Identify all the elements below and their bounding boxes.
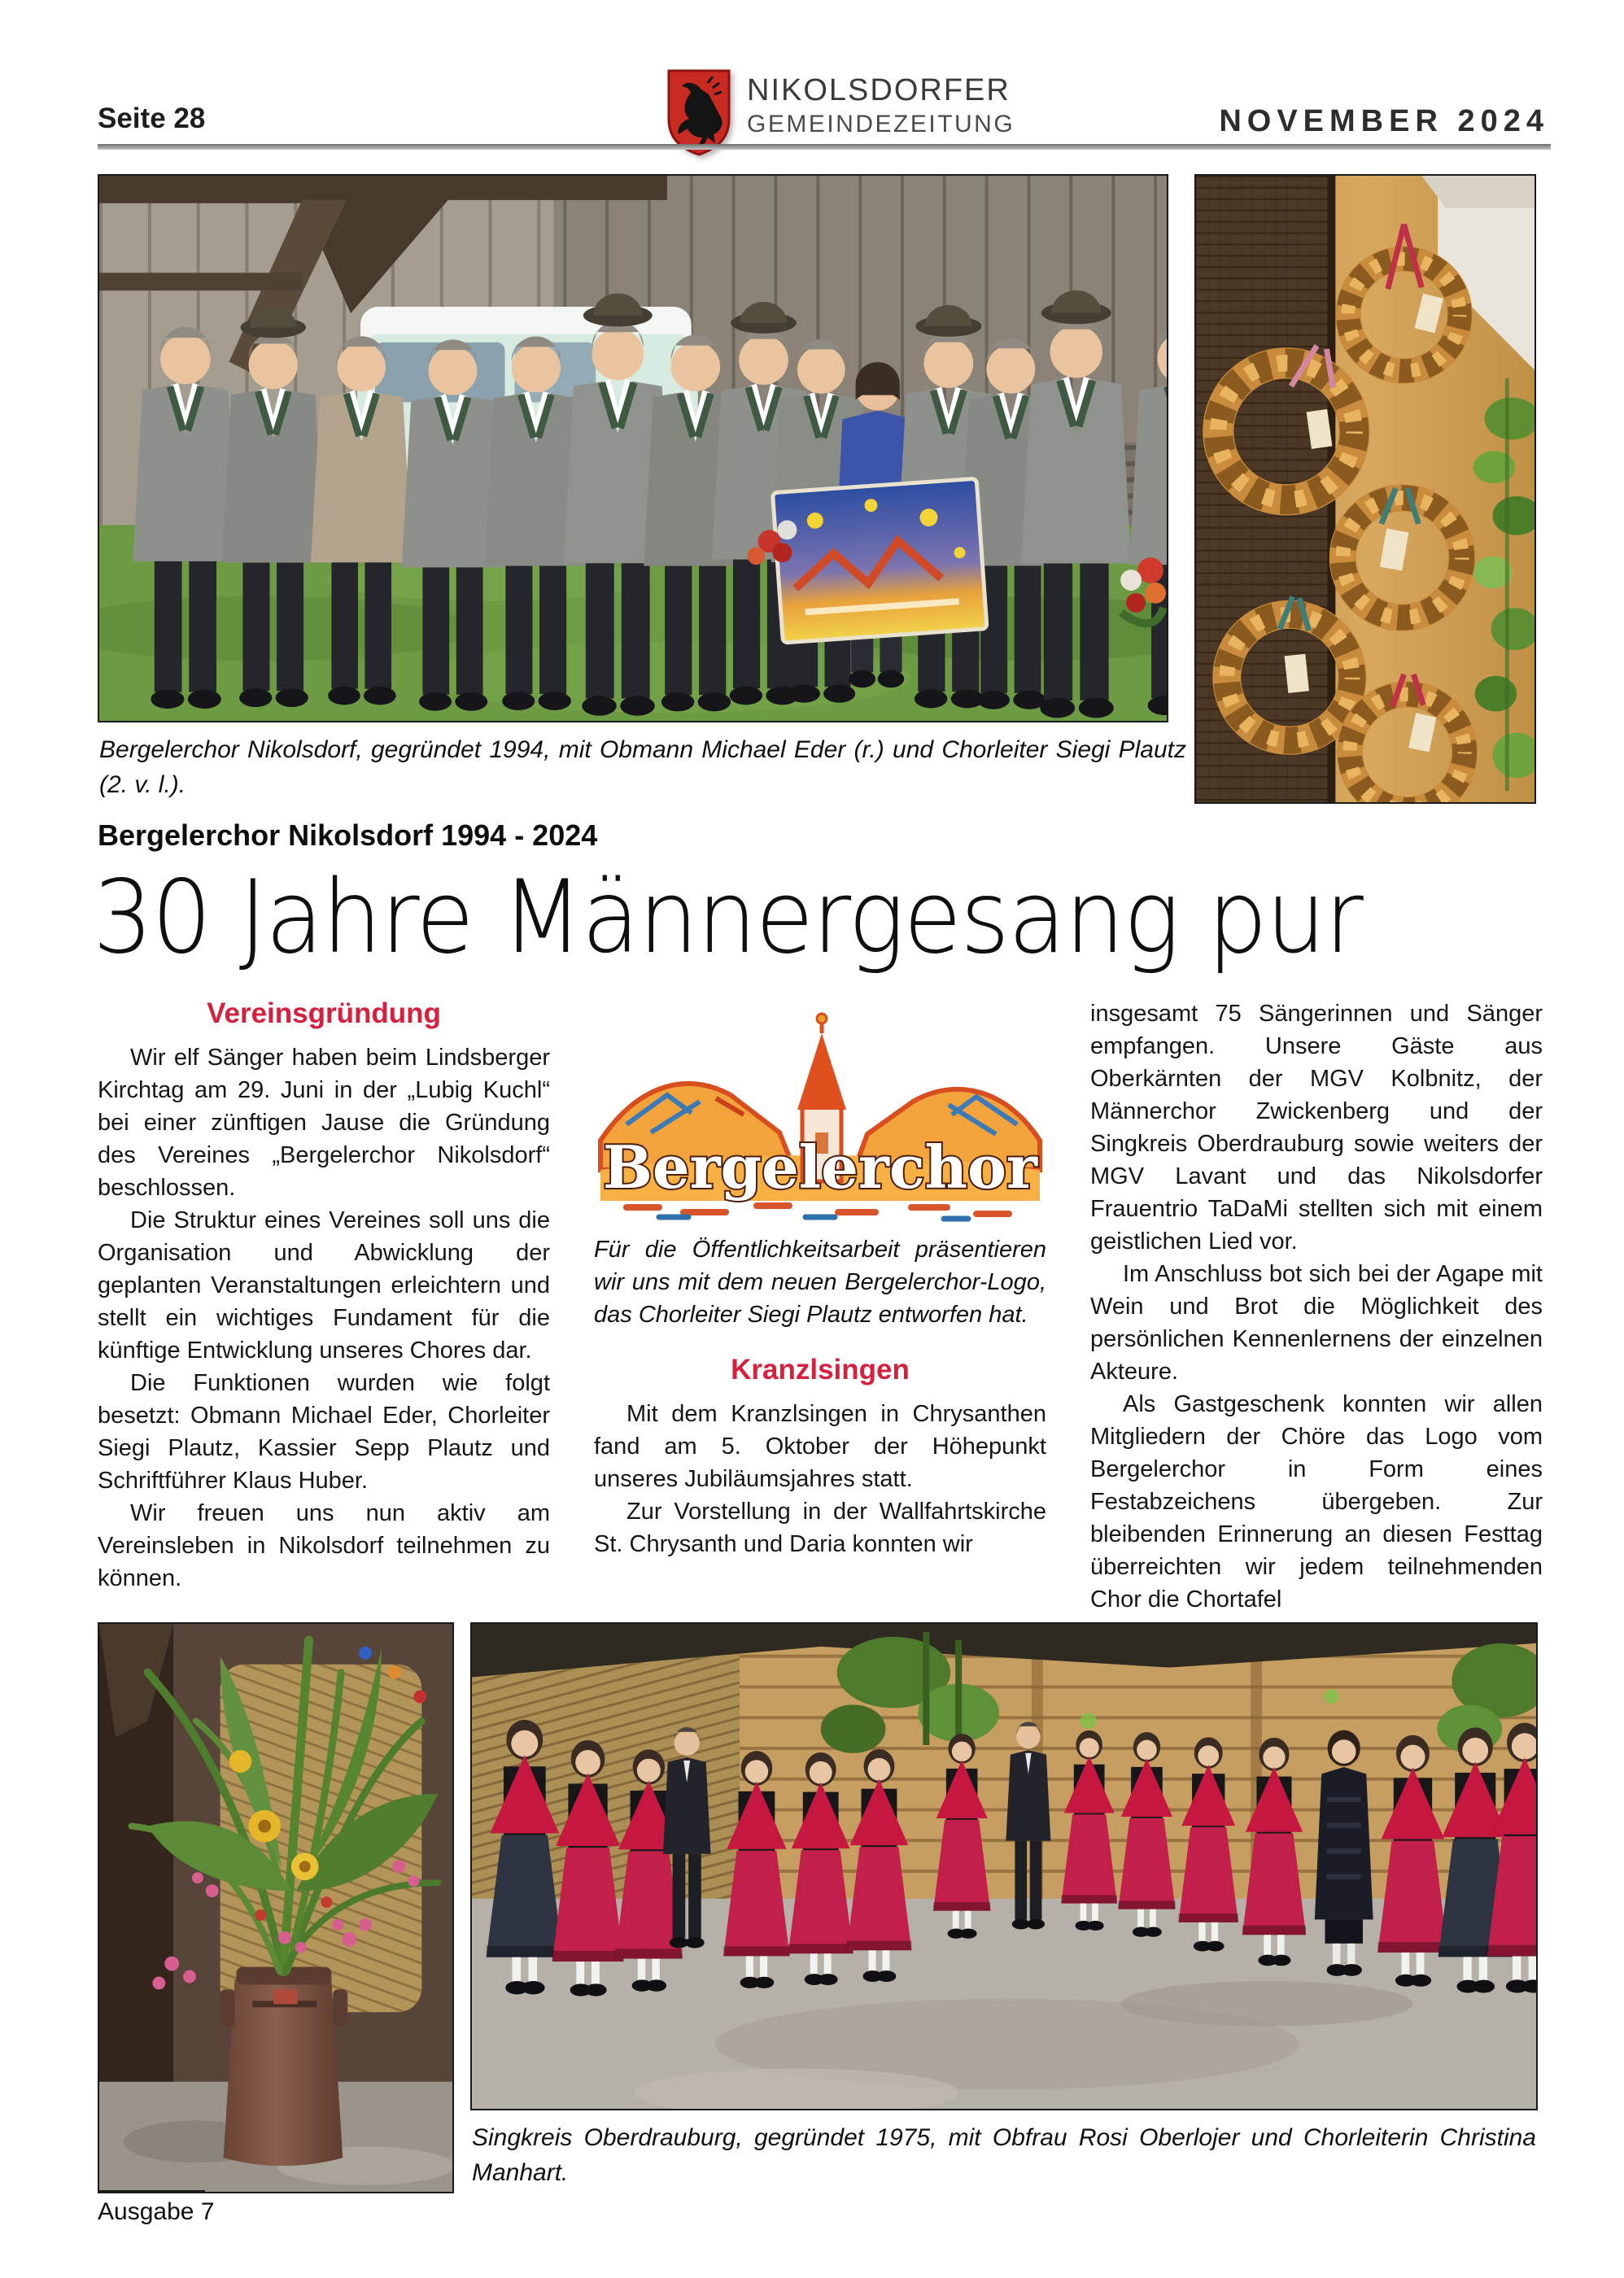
column-3 xyxy=(1090,997,1543,1616)
paragraph: Wir freuen uns nun aktiv am Vereinsleben in Nikolsdorf teilnehmen zu können. xyxy=(98,1500,550,1591)
section-heading-kranzlsingen: Kranzlsingen xyxy=(731,1354,910,1386)
paragraph: Im Anschluss bot sich bei der Agape mit Wein und Brot die Möglichkeit des persönlichen Kennenlernens der einzelnen Akteure. xyxy=(1090,1261,1543,1385)
page-number: Seite 28 xyxy=(98,103,206,134)
photo-mens-choir xyxy=(98,174,1168,722)
photo-flower-arrangement xyxy=(98,1622,454,2193)
article-body xyxy=(98,997,1543,1616)
bergelerchor-logo-image xyxy=(594,1010,1046,1224)
photo-bread-wreaths xyxy=(1194,174,1536,804)
photo-womens-choir xyxy=(470,1622,1538,2110)
issue-date: NOVEMBER 2024 xyxy=(1219,104,1549,138)
column-1 xyxy=(98,997,550,1616)
womens-choir-illustration xyxy=(472,1624,1536,2109)
paragraph: insgesamt 75 Sängerinnen und Sänger empfangen. Unsere Gäste aus Oberkärnten der MGV Kolbnitz, der Männerchor Zwickenberg und der Singkreis Oberdrauburg sowie weiters der MGV Lavant und das Nikolsdorfer Frauentrio TaDaMi stellten sich mit einem geistlichen Lied vor. xyxy=(1090,1001,1543,1255)
logo-figure xyxy=(594,1010,1046,1331)
caption-bottom-photo: Singkreis Oberdrauburg, gegründet 1975, mit Obfrau Rosi Oberlojer und Chorleiterin Christina Manhart. xyxy=(472,2124,1536,2186)
masthead-text xyxy=(747,68,1015,140)
logo-wordmark: Bergelerchor xyxy=(603,1132,1037,1202)
caption-logo: Für die Öffentlichkeitsarbeit präsentieren wir uns mit dem neuen Bergelerchor-Logo, das Chorleiter Siegi Plautz entworfen hat. xyxy=(594,1237,1046,1328)
painting xyxy=(772,478,987,643)
wreaths-illustration xyxy=(1196,176,1535,802)
issue-label: Ausgabe 7 xyxy=(98,2198,215,2225)
paragraph: Als Gastgeschenk konnten wir allen Mitgliedern der Chöre das Logo vom Bergelerchor in Form eines Festabzeichens übergeben. Zur bleibenden Erinnerung an diesen Festtag überreichten wir jedem teilnehmenden Chor die Chortafel xyxy=(1090,1391,1543,1612)
caption-top-photo: Bergelerchor Nikolsdorf, gegründet 1994, mit Obmann Michael Eder (r.) und Chorleiter Siegi Plautz (2. v. l.). xyxy=(99,736,1186,798)
header-rule xyxy=(98,144,1551,150)
mens-choir-illustration xyxy=(99,176,1167,721)
article-kicker: Bergelerchor Nikolsdorf 1994 - 2024 xyxy=(98,818,598,852)
article-headline: 30 Jahre Männergesang pur xyxy=(93,859,1362,976)
paragraph: Wir elf Sänger haben beim Lindsberger Kirchtag am 29. Juni in der „Lubig Kuchl“ bei einer zünftigen Jause die Gründung des Vereines „Bergelerchor Nikolsdorf“ beschlossen. xyxy=(98,1045,550,1201)
paragraph: Die Funktionen wurden wie folgt besetzt: Obmann Michael Eder, Chorleiter Siegi Plautz, Kassier Sepp Plautz und Schriftführer Klaus Huber. xyxy=(98,1370,550,1494)
paragraph: Zur Vorstellung in der Wallfahrtskirche St. Chrysanth und Daria konnten wir xyxy=(594,1499,1046,1557)
flowers-illustration xyxy=(99,1624,452,2192)
milk-can xyxy=(220,1967,348,2167)
paragraph: Die Struktur eines Vereines soll uns die Organisation und Abwicklung der geplanten Veranstaltungen erleichtern und stellt ein wichtiges Fundament für die künftige Entwicklung unseres Chores dar. xyxy=(98,1207,550,1364)
footer-rule xyxy=(98,2190,205,2193)
masthead-subtitle: GEMEINDEZEITUNG xyxy=(747,111,1015,137)
paragraph: Mit dem Kranzlsingen in Chrysanthen fand am 5. Oktober der Höhepunkt unseres Jubiläumsjahres statt. xyxy=(594,1401,1046,1492)
column-2 xyxy=(594,997,1046,1616)
section-heading-vereinsgruendung: Vereinsgründung xyxy=(207,997,441,1029)
masthead-title: NIKOLSDORFER xyxy=(747,73,1011,107)
